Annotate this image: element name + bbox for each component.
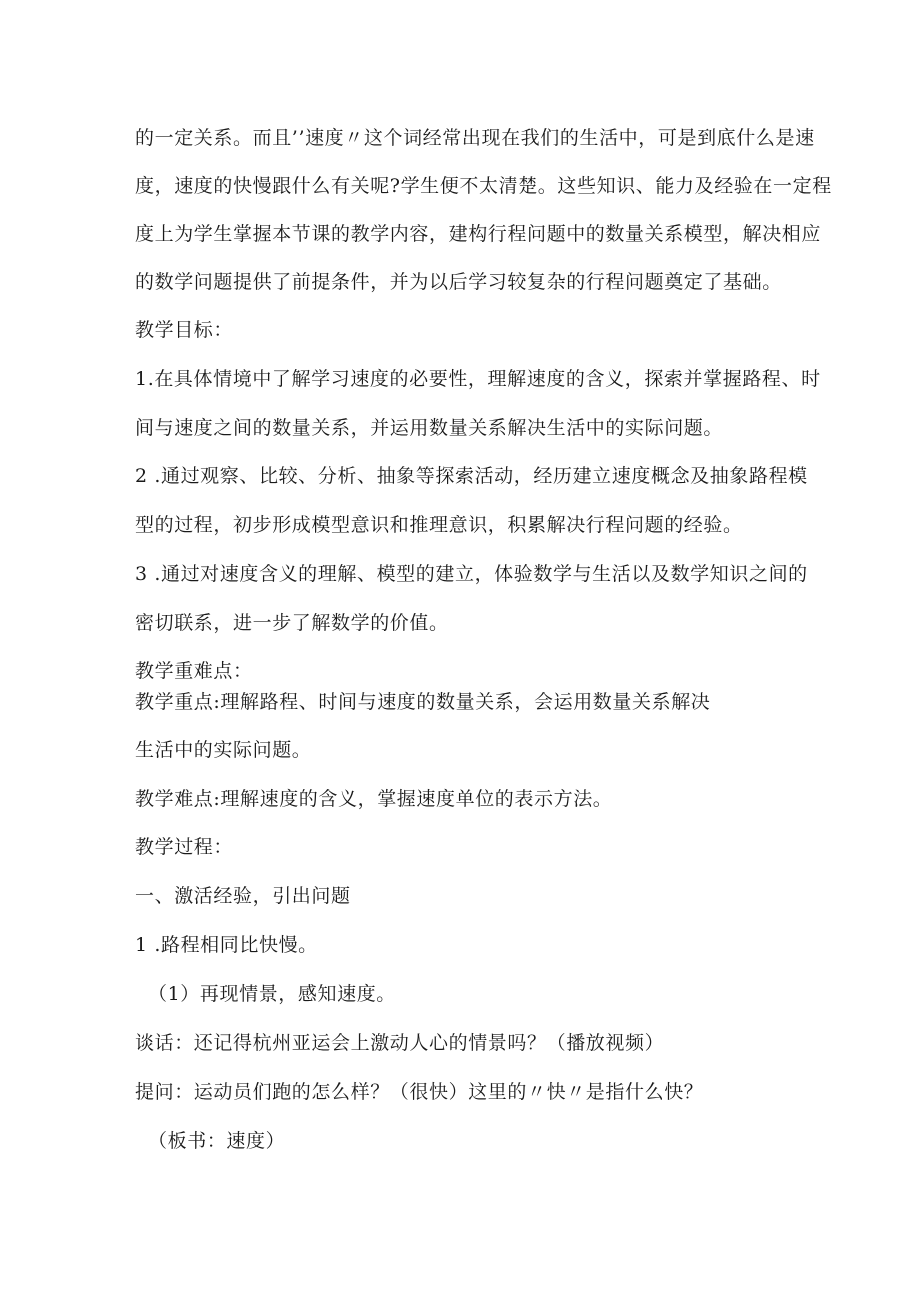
key-point-line: 生活中的实际问题。: [135, 739, 312, 761]
dialogue-line: 谈话：还记得杭州亚运会上激动人心的情景吗？（播放视频）: [135, 1032, 665, 1054]
paragraph-line: 的数学问题提供了前提条件，并为以后学习较复杂的行程问题奠定了基础。: [135, 271, 782, 293]
objective-3-line: 3 .通过对速度含义的理解、模型的建立，体验数学与生活以及数学知识之间的: [135, 563, 808, 585]
objective-3-line: 密切联系，进一步了解数学的价值。: [135, 612, 449, 634]
difficult-point-line: 教学难点:理解速度的含义，掌握速度单位的表示方法。: [135, 788, 613, 810]
process-substep: 1 .路程相同比快慢。: [135, 934, 318, 956]
process-substep: （1）再现情景，感知速度。: [148, 983, 396, 1005]
process-step-heading: 一、激活经验，引出问题: [135, 885, 351, 907]
section-heading-key-points: 教学重难点：: [135, 660, 253, 682]
board-note: （板书：速度）: [148, 1130, 286, 1152]
section-heading-objectives: 教学目标：: [135, 319, 234, 341]
paragraph-line: 的一定关系。而且’’速度〃这个词经常出现在我们的生活中，可是到底什么是速: [135, 127, 815, 149]
objective-1-line: 1.在具体情境中了解学习速度的必要性，理解速度的含义，探索并掌握路程、时: [135, 368, 821, 390]
objective-1-line: 间与速度之间的数量关系，并运用数量关系解决生活中的实际问题。: [135, 417, 724, 439]
paragraph-line: 度，速度的快慢跟什么有关呢?学生便不太清楚。这些知识、能力及经验在一定程: [135, 175, 832, 197]
objective-2-line: 型的过程，初步形成模型意识和推理意识，积累解决行程问题的经验。: [135, 514, 743, 536]
key-point-line: 教学重点:理解路程、时间与速度的数量关系，会运用数量关系解决: [135, 691, 711, 713]
paragraph-line: 度上为学生掌握本节课的教学内容，建构行程问题中的数量关系模型，解决相应: [135, 223, 822, 245]
section-heading-process: 教学过程：: [135, 836, 234, 858]
objective-2-line: 2 .通过观察、比较、分析、抽象等探索活动，经历建立速度概念及抽象路程模: [135, 465, 808, 487]
question-line: 提问：运动员们跑的怎么样？（很快）这里的〃快〃是指什么快？: [135, 1081, 704, 1103]
